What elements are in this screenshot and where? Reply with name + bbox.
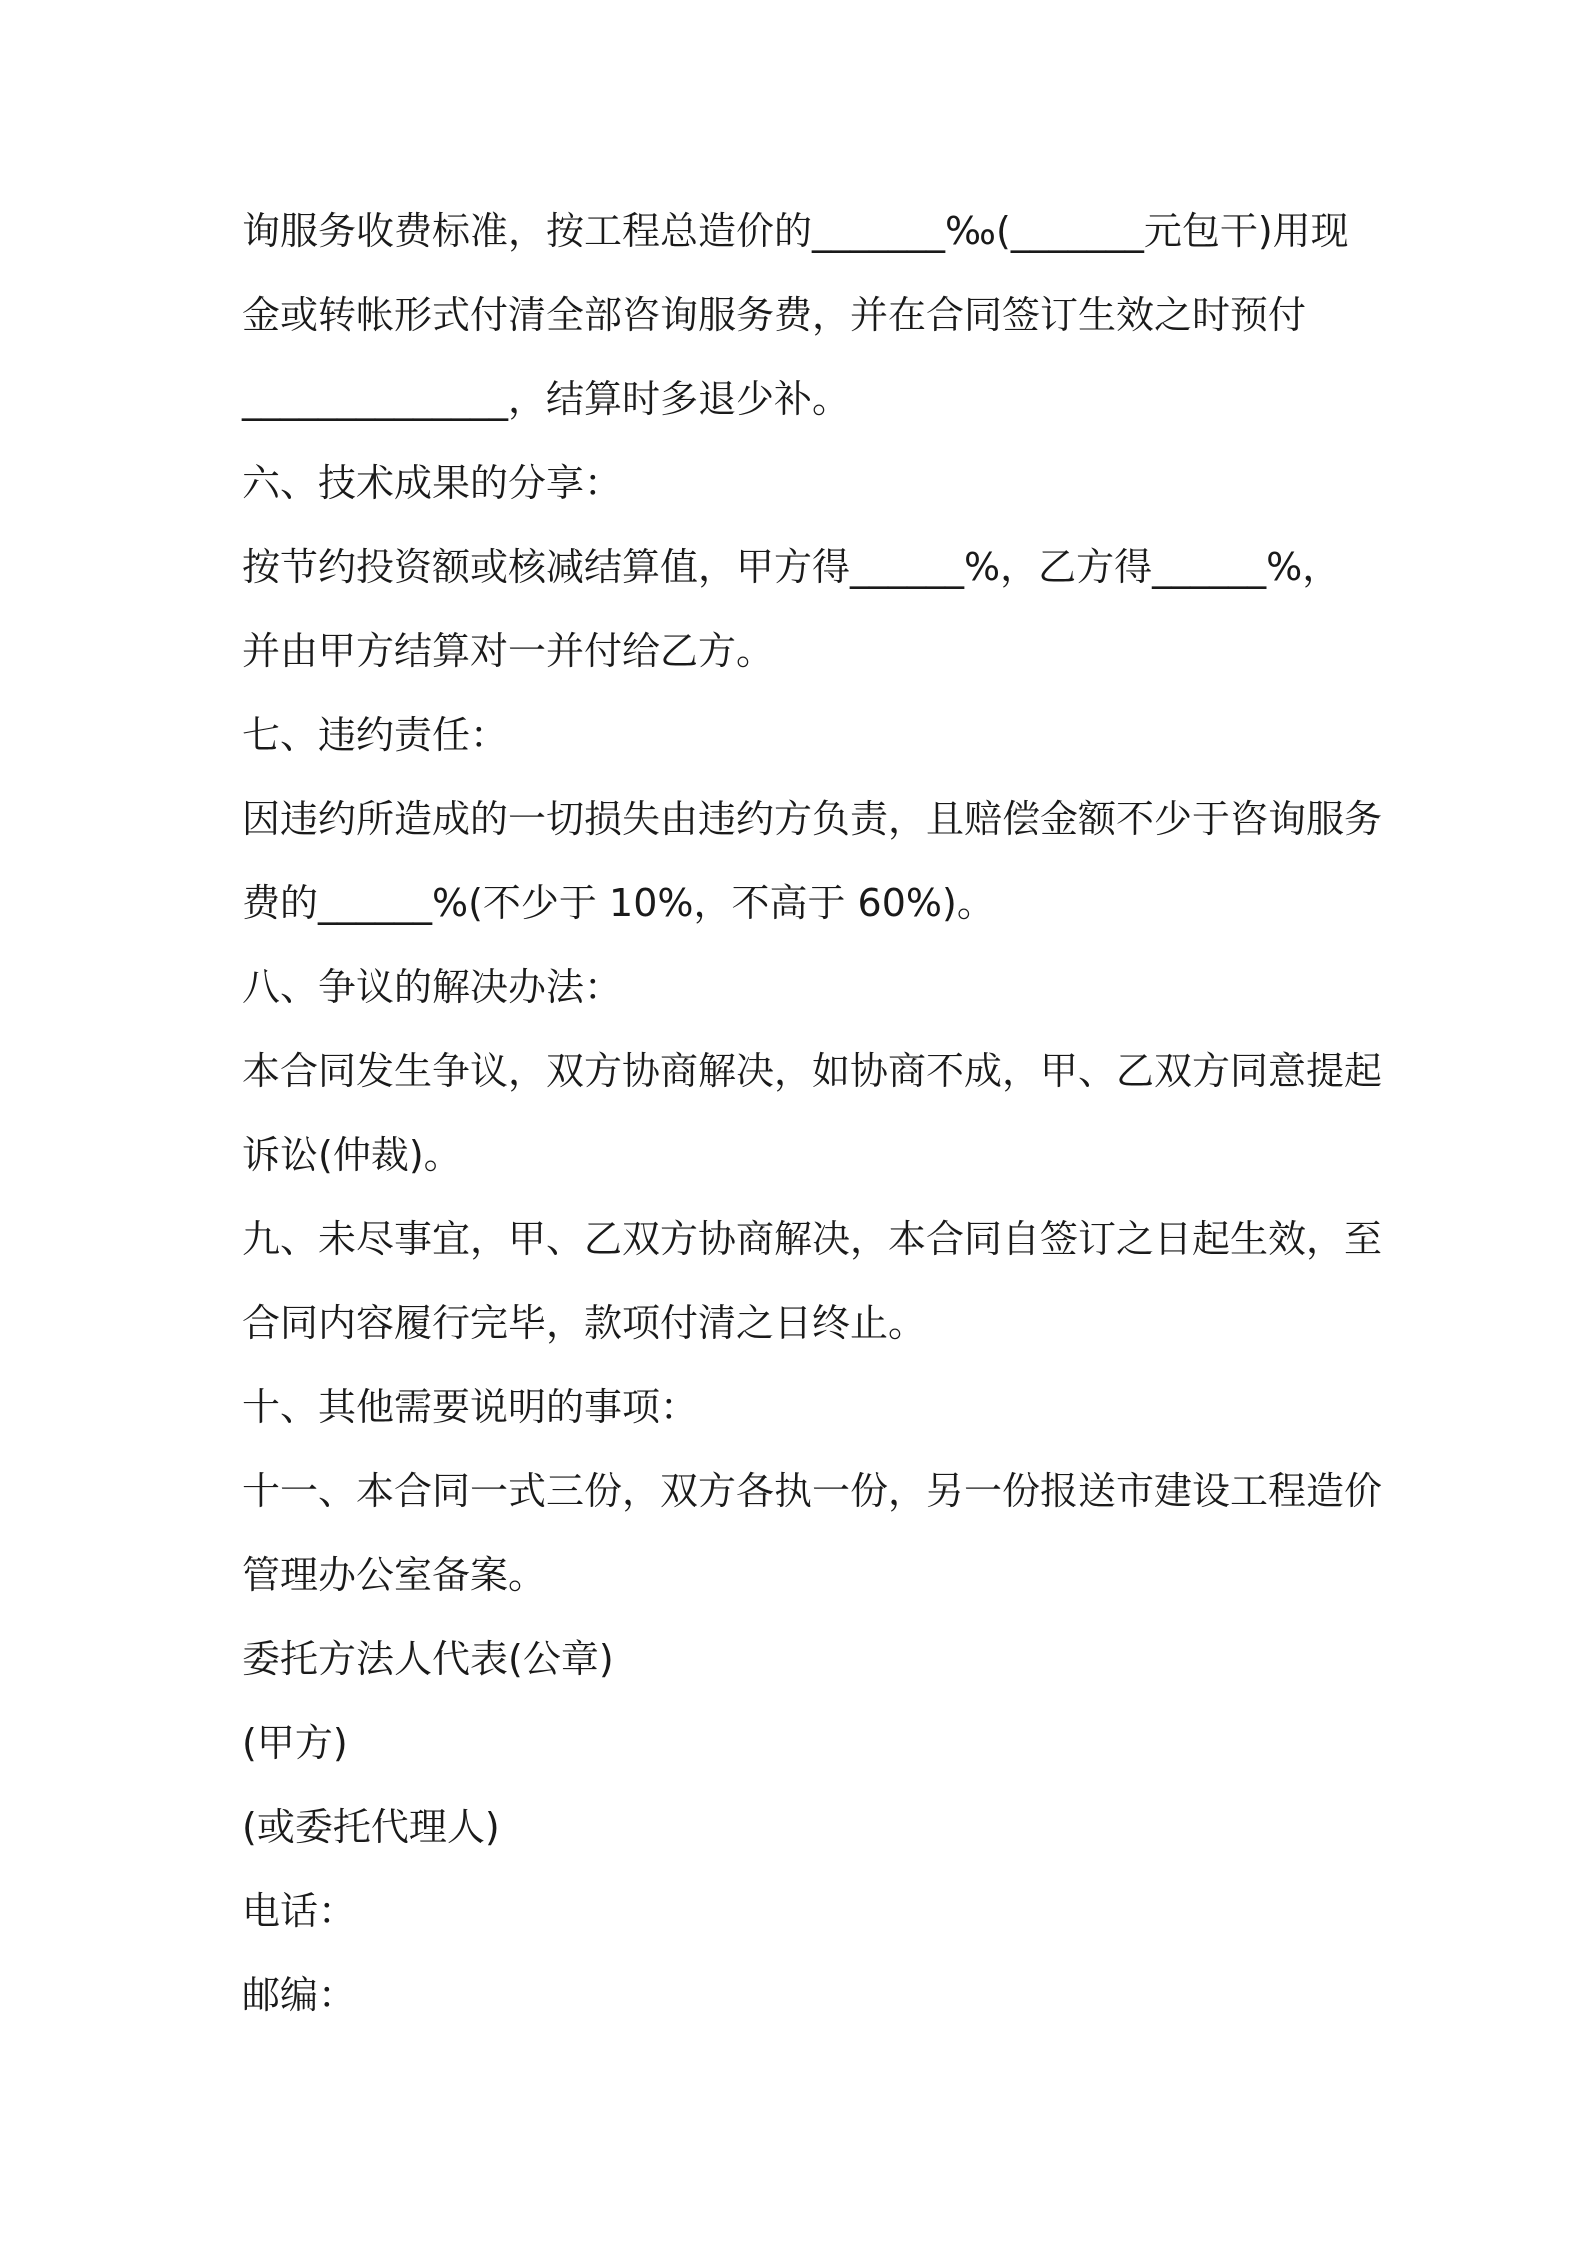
- section-heading-8: 八、争议的解决办法：: [242, 965, 623, 1009]
- text-line: 本合同发生争议，双方协商解决，如协商不成，甲、乙双方同意提起: [242, 1049, 1383, 1093]
- signature-label: 委托方法人代表(公章): [242, 1637, 614, 1681]
- signature-label: (甲方): [242, 1721, 348, 1765]
- text-line: 金或转帐形式付清全部咨询服务费，并在合同签订生效之时预付: [242, 293, 1307, 337]
- text-line: 因违约所造成的一切损失由违约方负责，且赔偿金额不少于咨询服务: [242, 797, 1383, 841]
- text-line: 并由甲方结算对一并付给乙方。: [242, 629, 775, 673]
- text-line: 询服务收费标准，按工程总造价的_______‰(_______元包干)用现: [242, 209, 1349, 253]
- section-heading-7: 七、违约责任：: [242, 713, 509, 757]
- text-line: 管理办公室备案。: [242, 1553, 547, 1597]
- section-heading-10: 十、其他需要说明的事项：: [242, 1385, 699, 1429]
- text-line: 诉讼(仲裁)。: [242, 1133, 462, 1177]
- postcode-label: 邮编：: [242, 1973, 357, 2017]
- signature-label: (或委托代理人): [242, 1805, 500, 1849]
- section-heading-11: 十一、本合同一式三份，双方各执一份，另一份报送市建设工程造价: [242, 1469, 1383, 1513]
- text-line: ______________，结算时多退少补。: [242, 377, 851, 421]
- text-line: 按节约投资额或核减结算值，甲方得______%，乙方得______%，: [242, 545, 1341, 589]
- text-line: 费的______%(不少于 10%，不高于 60%)。: [242, 881, 995, 925]
- text-line: 合同内容履行完毕，款项付清之日终止。: [242, 1301, 927, 1345]
- phone-label: 电话：: [242, 1889, 357, 1933]
- section-heading-6: 六、技术成果的分享：: [242, 461, 623, 505]
- section-heading-9: 九、未尽事宜，甲、乙双方协商解决，本合同自签订之日起生效，至: [242, 1217, 1383, 1261]
- contract-text: [242, 196, 1383, 2044]
